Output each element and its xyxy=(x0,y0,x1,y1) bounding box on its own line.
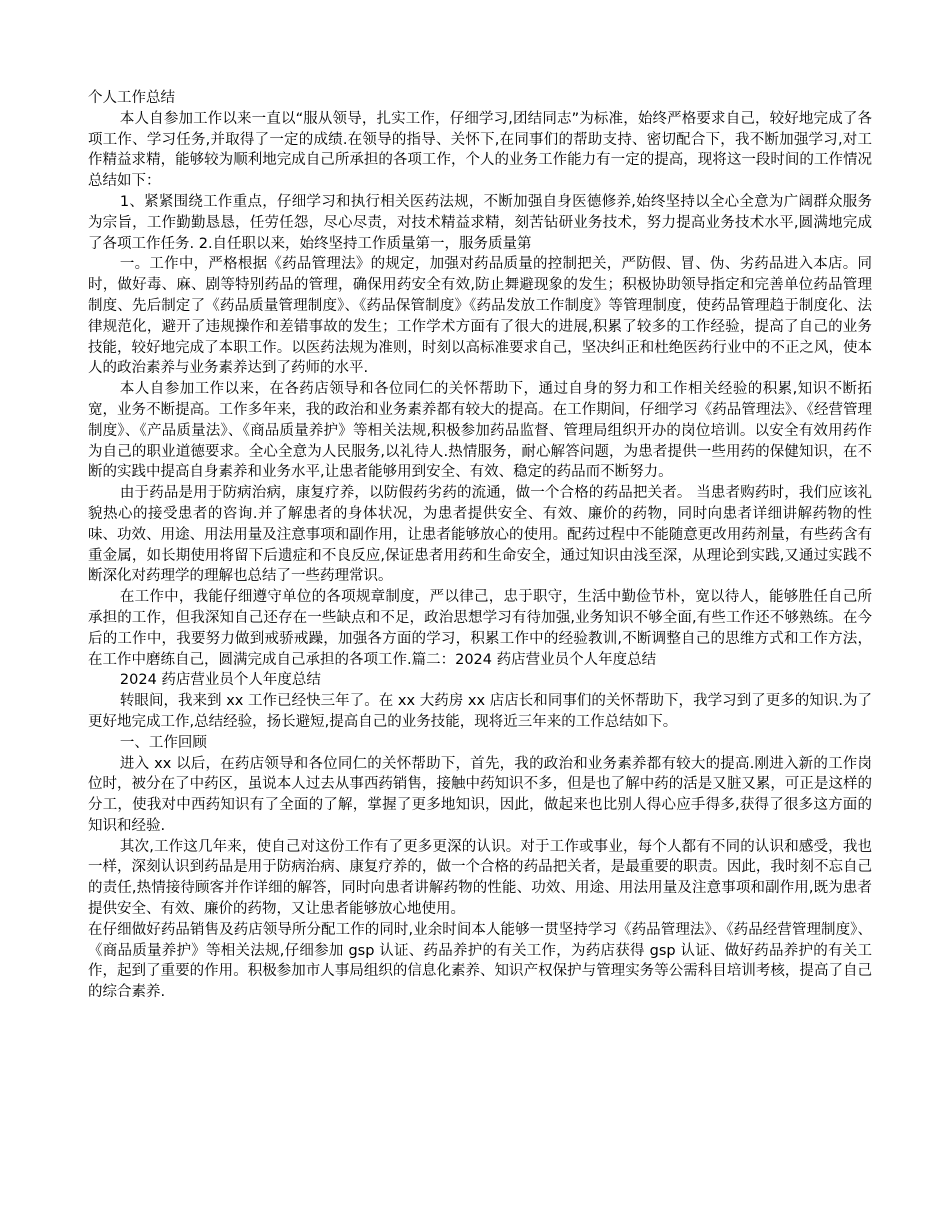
document-page xyxy=(88,88,872,1003)
body-paragraph: 本人自参加工作以来一直以“服从领导，扎实工作，仔细学习,团结同志”为标准，始终严格要求自己，较好地完成了各项工作、学习任务,并取得了一定的成绩.在领导的指导、关怀下,在同事们的帮助支持、密切配合下，我不断加强学习,对工作精益求精，能够较为顺利地完成自己所承担的各项工作，个人的业务工作能力有一定的提高，现将这一段时间的工作情况总结如下： xyxy=(88,110,872,190)
body-paragraph: 在工作中，我能仔细遵守单位的各项规章制度，严以律己，忠于职守，生活中勤俭节朴，宽以待人，能够胜任自己所承担的工作，但我深知自己还存在一些缺点和不足，政治思想学习有待加强,业务知识不够全面,有些工作还不够熟练。在今后的工作中，我要努力做到戒骄戒躁，加强各方面的学习，积累工作中的经验教训,不断调整自己的思维方式和工作方法，在工作中磨练自己，圆满完成自己承担的各项工作.篇二：2024 药店营业员个人年度总结 xyxy=(88,589,872,668)
body-paragraph: 其次,工作这几年来，使自己对这份工作有了更多更深的认识。对于工作或事业，每个人都有不同的认识和感受，我也一样，深刻认识到药品是用于防病治病、康复疗养的，做一个合格的药品把关者，是最重要的职责。因此，我时刻不忘自己的责任,热情接待顾客并作详细的解答，同时向患者讲解药物的性能、功效、用途、用法用量及注意事项和副作用,既为患者提供安全、有效、廉价的药物，又让患者能够放心地使用。 xyxy=(88,838,872,918)
body-paragraph: 进入 xx 以后，在药店领导和各位同仁的关怀帮助下，首先，我的政治和业务素养都有较大的提高.刚进入新的工作岗位时，被分在了中药区，虽说本人过去从事西药销售，接触中药知识不多，但是也了解中药的活是又脏又累，可正是这样的分工，使我对中西药知识有了全面的了解，掌握了更多地知识，因此，做起来也比别人得心应手得多,获得了很多这方面的知识和经验. xyxy=(88,755,872,834)
section-heading: 2024 药店营业员个人年度总结 xyxy=(119,672,321,689)
body-paragraph: 转眼间，我来到 xx 工作已经快三年了。在 xx 大药房 xx 店店长和同事们的关怀帮助下，我学习到了更多的知识.为了更好地完成工作,总结经验，扬长避短,提高自己的业务技能，现将近三年来的工作总结如下。 xyxy=(88,693,872,730)
body-paragraph: 一。工作中，严格根据《药品管理法》的规定，加强对药品质量的控制把关，严防假、冒、伪、劣药品进入本店。同时，做好毒、麻、剧等特别药品的管理，确保用药安全有效,防止舞避现象的发生；积极协助领导指定和完善单位药品管理制度、先后制定了《药品质量管理制度》、《药品保管制度》《药品发放工作制度》等管理制度，使药品管理趋于制度化、法律规范化，避开了违规操作和差错事故的发生；工作学术方面有了很大的进展,积累了较多的工作经验，提高了自己的业务技能，较好地完成了本职工作。以医药法规为准则，时刻以高标准要求自己，坚决纠正和杜绝医药行业中的不正之风，使本人的政治素养与业务素养达到了药师的水平. xyxy=(88,256,872,377)
body-paragraph: 由于药品是用于防病治病，康复疗养，以防假药劣药的流通，做一个合格的药品把关者。 当患者购药时，我们应该礼貌热心的接受患者的咨询.并了解患者的身体状况，为患者提供安全、有效、廉价的药物，同时向患者详细讲解药物的性味、功效、用途、用法用量及注意事项和副作用，让患者能够放心的使用。配药过程中不能随意更改用药剂量，有些药含有重金属，如长期使用将留下后遗症和不良反应,保证患者用药和生命安全，通过知识由浅至深，从理论到实践,又通过实践不断深化对药理学的理解也总结了一些药理常识。 xyxy=(88,485,872,585)
document-title: 个人工作总结 xyxy=(88,90,175,106)
body-paragraph: 1、紧紧围绕工作重点，仔细学习和执行相关医药法规，不断加强自身医德修养,始终坚持以全心全意为广阔群众服务为宗旨，工作勤勤恳恳，任劳任怨，尽心尽责，对技术精益求精，刻苦钻研业务技术，努力提高业务技术水平,圆满地完成了各项工作任务. 2.自任职以来，始终坚持工作质量第一，服务质量第 xyxy=(88,193,872,252)
body-paragraph: 在仔细做好药品销售及药店领导所分配工作的同时,业余时间本人能够一贯坚持学习《药品管理法》、《药品经营管理制度》、《商品质量养护》等相关法规,仔细参加 gsp 认证、药品养护的有关工作，为药店获得 gsp 认证、做好药品养护的有关工作，起到了重要的作用。积极参加市人事局组织的信息化素养、知识产权保护与管理实务等公需科目培训考核，提高了自己的综合素养. xyxy=(88,921,872,1001)
section-heading: 一、工作回顾 xyxy=(119,734,207,751)
body-paragraph: 本人自参加工作以来，在各药店领导和各位同仁的关怀帮助下，通过自身的努力和工作相关经验的积累,知识不断拓宽，业务不断提高。工作多年来，我的政治和业务素养都有较大的提高。在工作期间，仔细学习《药品管理法》、《经营管理制度》、《产品质量法》、《商品质量养护》等相关法规,积极参加药品监督、管理局组织开办的岗位培训。以安全有效用药作为自己的职业道德要求。全心全意为人民服务,以礼待人.热情服务，耐心解答问题，为患者提供一些用药的保健知识，在不断的实践中提高自身素养和业务水平,让患者能够用到安全、有效、稳定的药品而不断努力。 xyxy=(88,381,872,481)
